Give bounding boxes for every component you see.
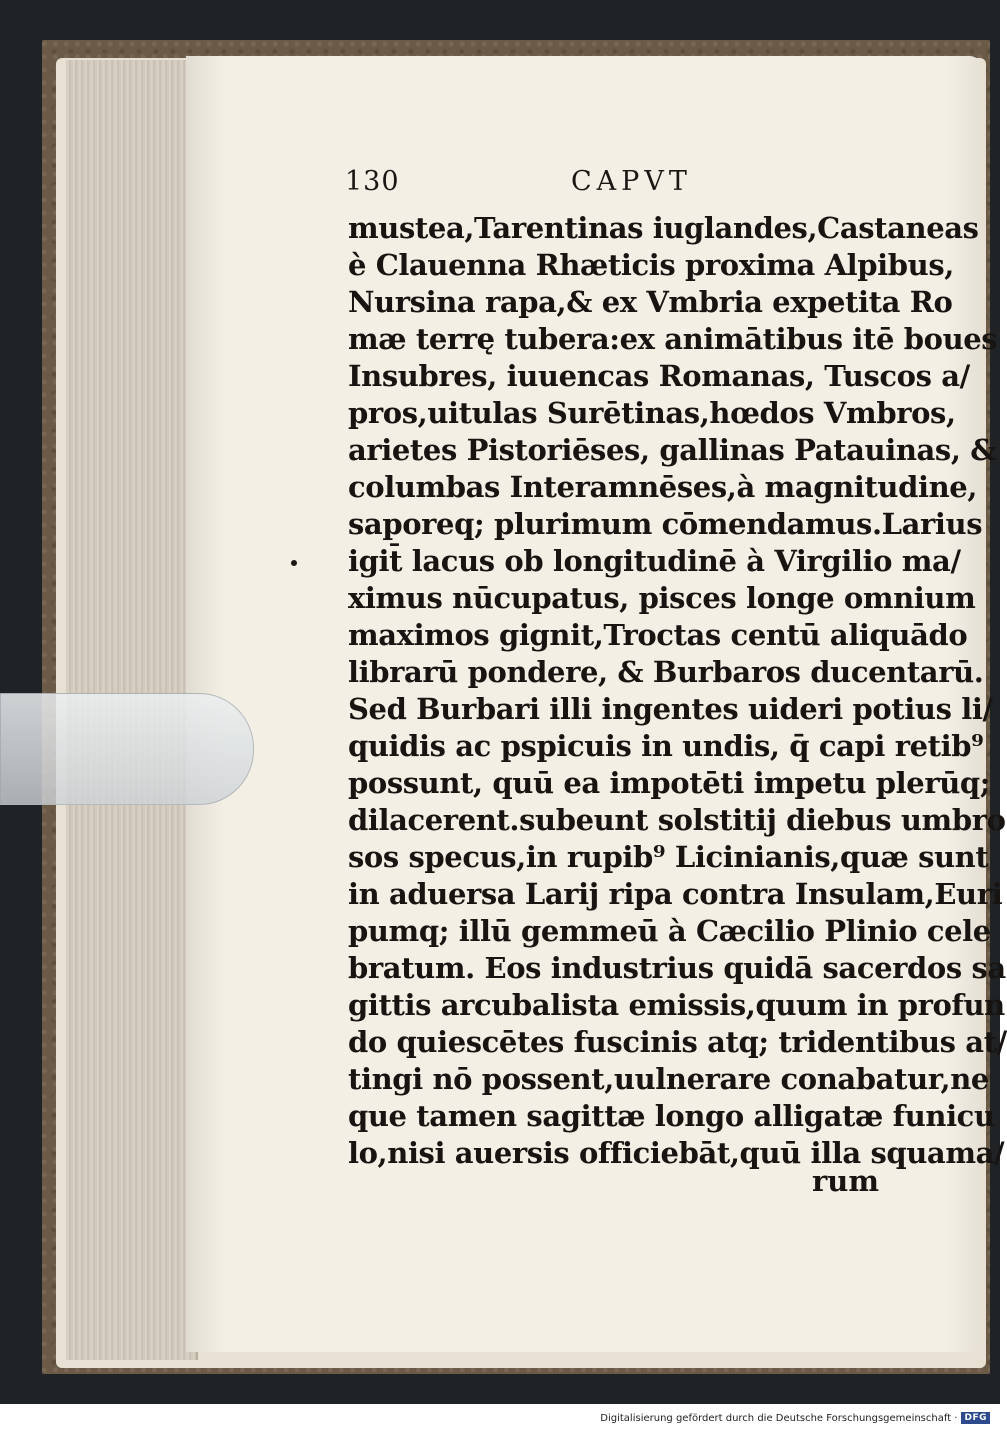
text-line: gittis arcubalista emissis,quum in profun [348, 988, 1005, 1022]
text-line: sos specus,in rupib⁹ Licinianis,quæ sunt [348, 840, 989, 874]
footer-text: Digitalisierung gefördert durch die Deutsche Forschungsgemeinschaft · [600, 1412, 958, 1424]
text-line: librarū pondere, & Burbaros ducentarū. [348, 655, 984, 689]
footer-credit [600, 1408, 990, 1428]
text-line: lo,nisi auersis officiebāt,quū illa squama/ [348, 1136, 1005, 1170]
text-line: Insubres, iuuencas Romanas, Tuscos a/ [348, 359, 970, 393]
text-line: maximos gignit,Troctas centū aliquādo [348, 618, 968, 652]
text-line: ximus nūcupatus, pisces longe omnium [348, 581, 976, 615]
text-line: pumq; illū gemmeū à Cæcilio Plinio cele [348, 914, 991, 948]
text-line: arietes Pistoriēses, gallinas Patauinas, & [348, 433, 997, 467]
text-line: possunt, quū ea impotēti impetu plerūq; [348, 766, 991, 800]
page-number: 130 [345, 166, 400, 197]
text-line: mæ terrę tubera:ex animātibus itē boues [348, 322, 998, 356]
text-line: columbas Interamnēses,à magnitudine, [348, 470, 978, 504]
text-line: pros,uitulas Surētinas,hœdos Vmbros, [348, 396, 956, 430]
text-line: saporeq; plurimum cōmendamus.Larius [348, 507, 983, 541]
text-line: Sed Burbari illi ingentes uideri potius li/ [348, 692, 993, 726]
text-line: tingi nō possent,uulnerare conabatur,ne [348, 1062, 989, 1096]
text-line: igit̄ lacus ob longitudinē à Virgilio ma/ [348, 544, 961, 578]
running-title: CAPVT [571, 166, 692, 197]
text-line: è Clauenna Rhæticis proxima Alpibus, [348, 248, 954, 282]
text-line: in aduersa Larij ripa contra Insulam,Euri [348, 877, 1003, 911]
text-line: que tamen sagittæ longo alligatæ funicu [348, 1099, 995, 1133]
dfg-logo-icon: DFG [961, 1412, 990, 1424]
catchword: rum [812, 1164, 880, 1198]
body-text [348, 210, 1007, 1190]
page-holder-clip [0, 693, 254, 805]
text-line: quidis ac pspicuis in undis, q̄ capi retib⁹ [348, 729, 984, 763]
text-line: Nursina rapa,& ex Vmbria expetita Ro [348, 285, 953, 319]
text-line: do quiescētes fuscinis atq; tridentibus at/ [348, 1025, 1007, 1059]
running-head [345, 166, 725, 206]
text-line: dilacerent.subeunt solstitij diebus umbro [348, 803, 1006, 837]
text-line: bratum. Eos industrius quidā sacerdos sa [348, 951, 1006, 985]
text-line: mustea,Tarentinas iuglandes,Castaneas [348, 211, 979, 245]
margin-dot [291, 560, 297, 566]
